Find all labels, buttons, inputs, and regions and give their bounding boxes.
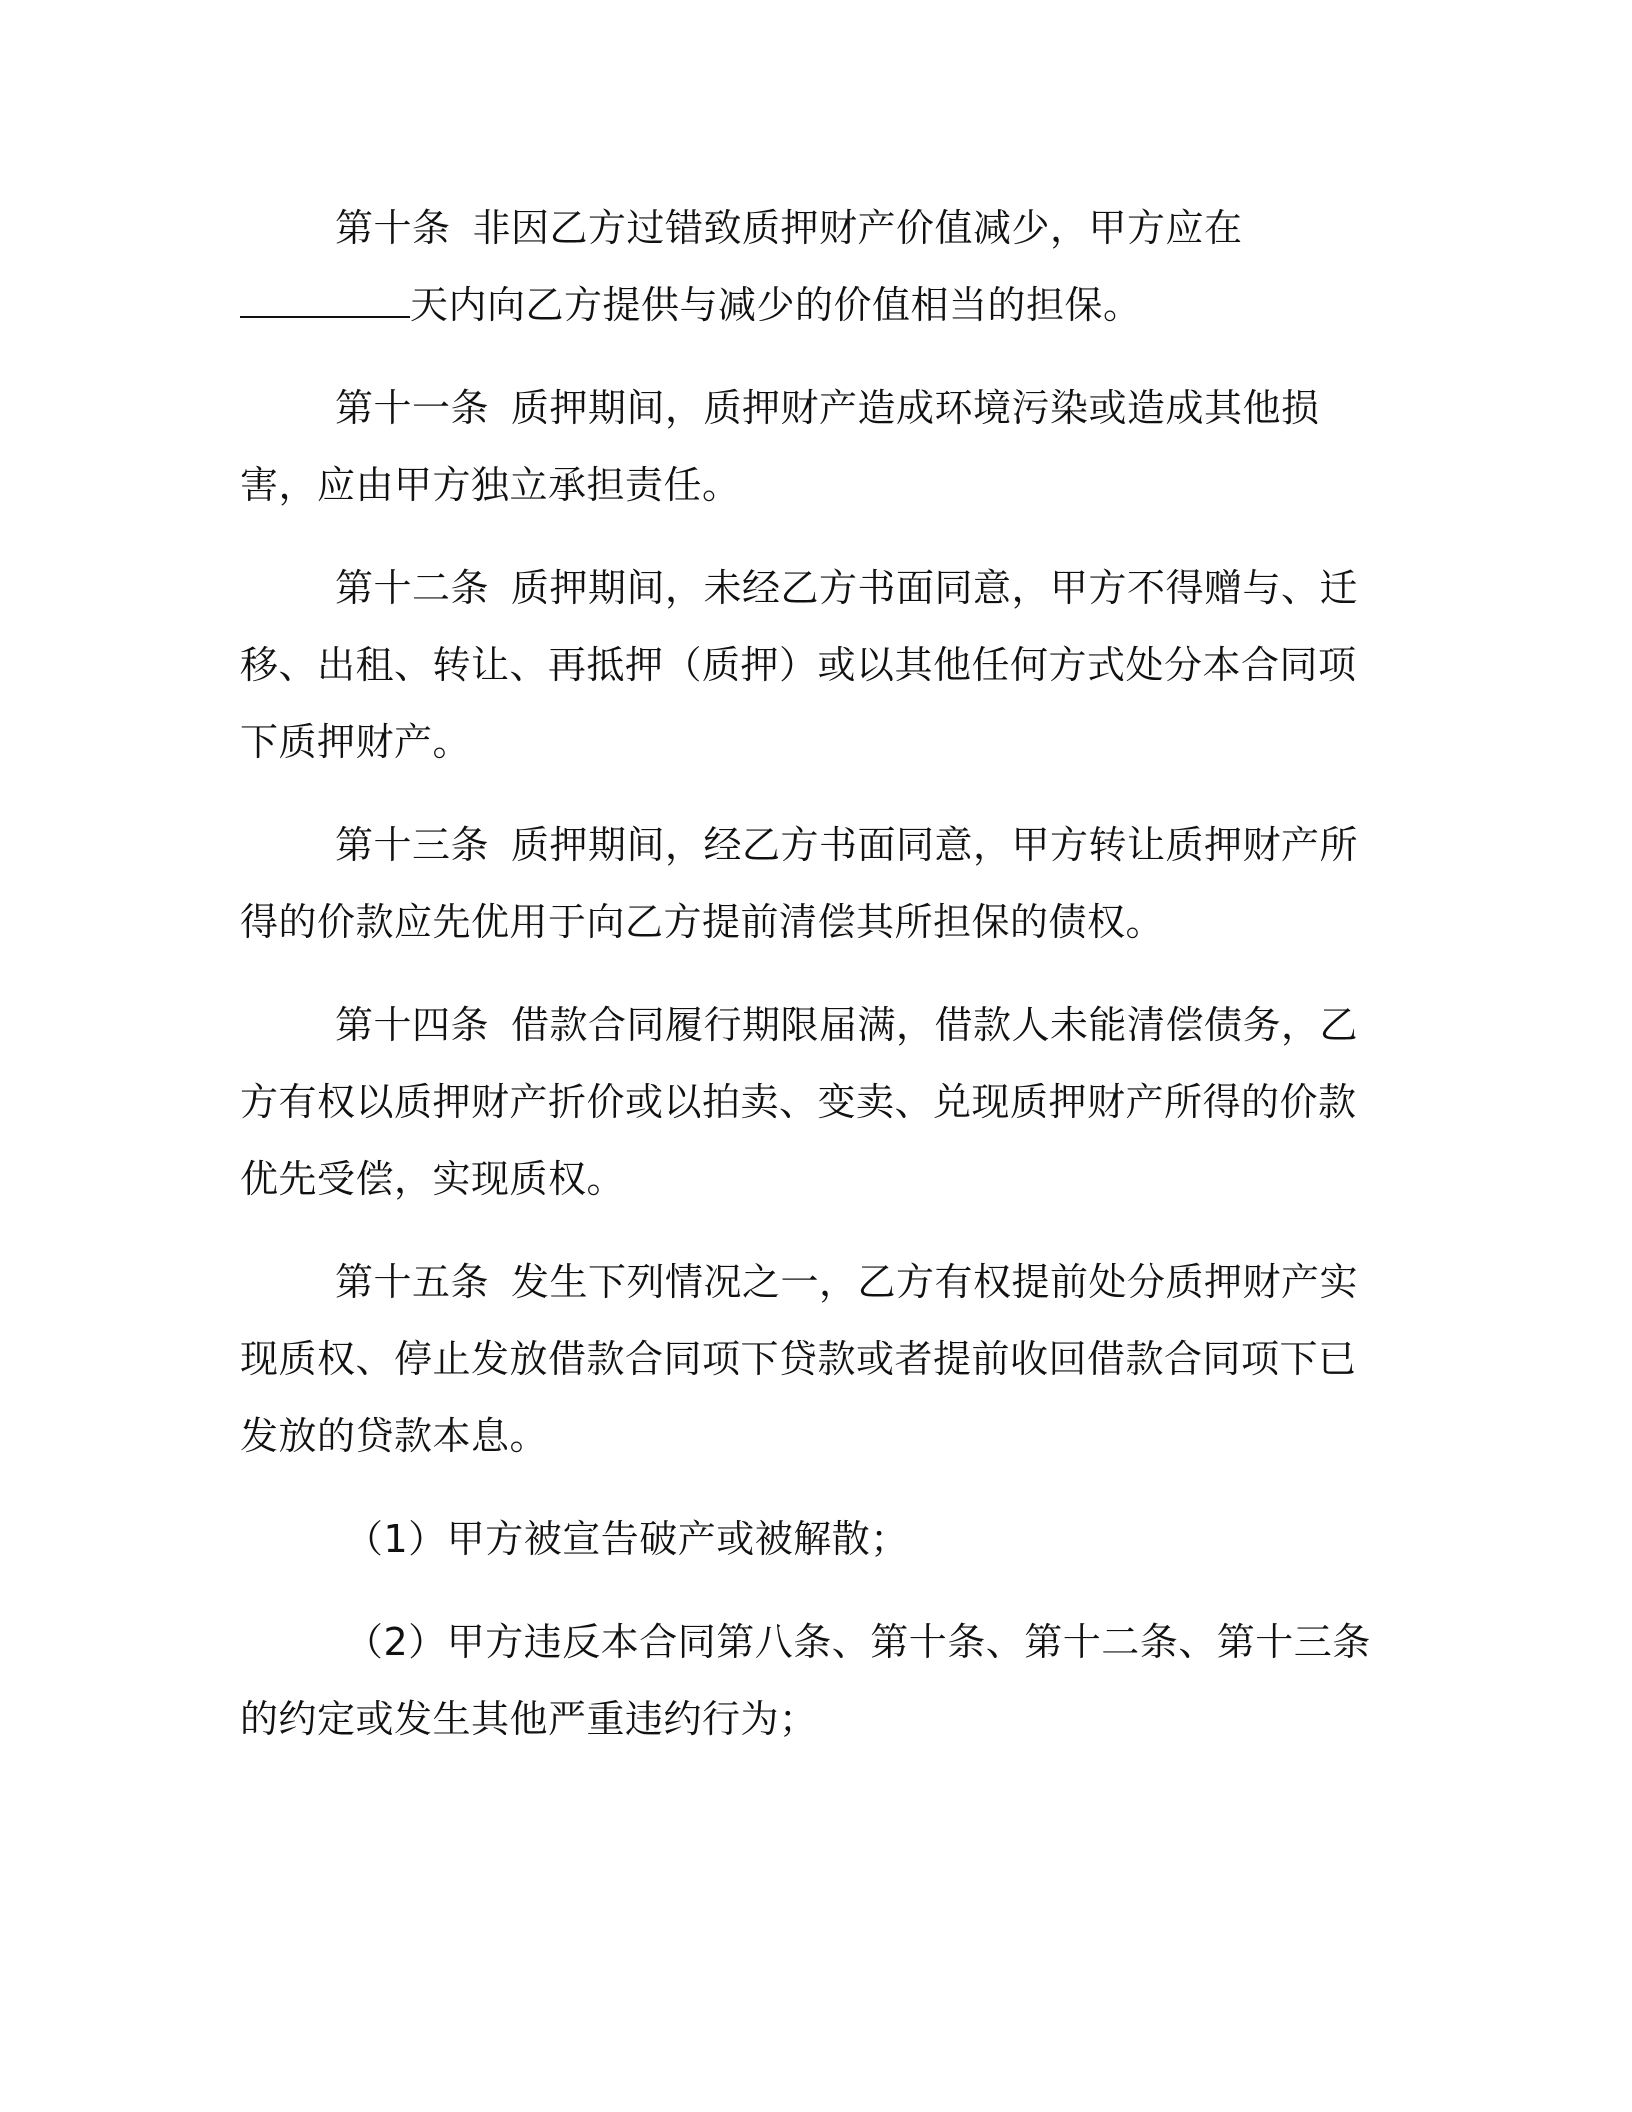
article-text: 质押期间，质押财产造成环境污染或造成其他损害，应由甲方独立承担责任。 [240,386,1320,507]
list-item-1 [240,1501,1380,1578]
fill-in-blank [240,282,410,318]
article-text: 发生下列情况之一，乙方有权提前处分质押财产实现质权、停止发放借款合同项下贷款或者提前收回借款合同项下已发放的贷款本息。 [240,1260,1359,1458]
article-11 [240,370,1380,524]
item-label: （1） [345,1517,447,1561]
article-14 [240,987,1380,1218]
article-text: 质押期间，未经乙方书面同意，甲方不得赠与、迁移、出租、转让、再抵押（质押）或以其他任何方式处分本合同项下质押财产。 [240,566,1359,764]
item-text: 甲方被宣告破产或被解散； [446,1517,909,1561]
article-12 [240,550,1380,781]
article-number: 第十四条 [335,1003,490,1047]
item-label: （2） [345,1620,447,1664]
article-15 [240,1244,1380,1475]
article-number: 第十二条 [335,566,490,610]
article-number: 第十五条 [335,1260,490,1304]
item-text: 甲方违反本合同第八条、第十条、第十二条、第十三条的约定或发生其他严重违约行为； [240,1620,1371,1741]
article-text: 质押期间，经乙方书面同意，甲方转让质押财产所得的价款应先优用于向乙方提前清偿其所担保的债权。 [240,823,1359,944]
document-body [240,190,1380,1784]
list-item-2 [240,1604,1380,1758]
article-13 [240,807,1380,961]
article-number: 第十一条 [335,386,490,430]
article-number: 第十条 [335,206,451,250]
article-text: 非因乙方过错致质押财产价值减少，甲方应在 [472,206,1243,250]
article-10 [240,190,1380,344]
article-text: 借款合同履行期限届满，借款人未能清偿债务，乙方有权以质押财产折价或以拍卖、变卖、兑现质押财产所得的价款优先受偿，实现质权。 [240,1003,1359,1201]
article-text-continued: 天内向乙方提供与减少的价值相当的担保。 [410,283,1142,327]
article-number: 第十三条 [335,823,490,867]
